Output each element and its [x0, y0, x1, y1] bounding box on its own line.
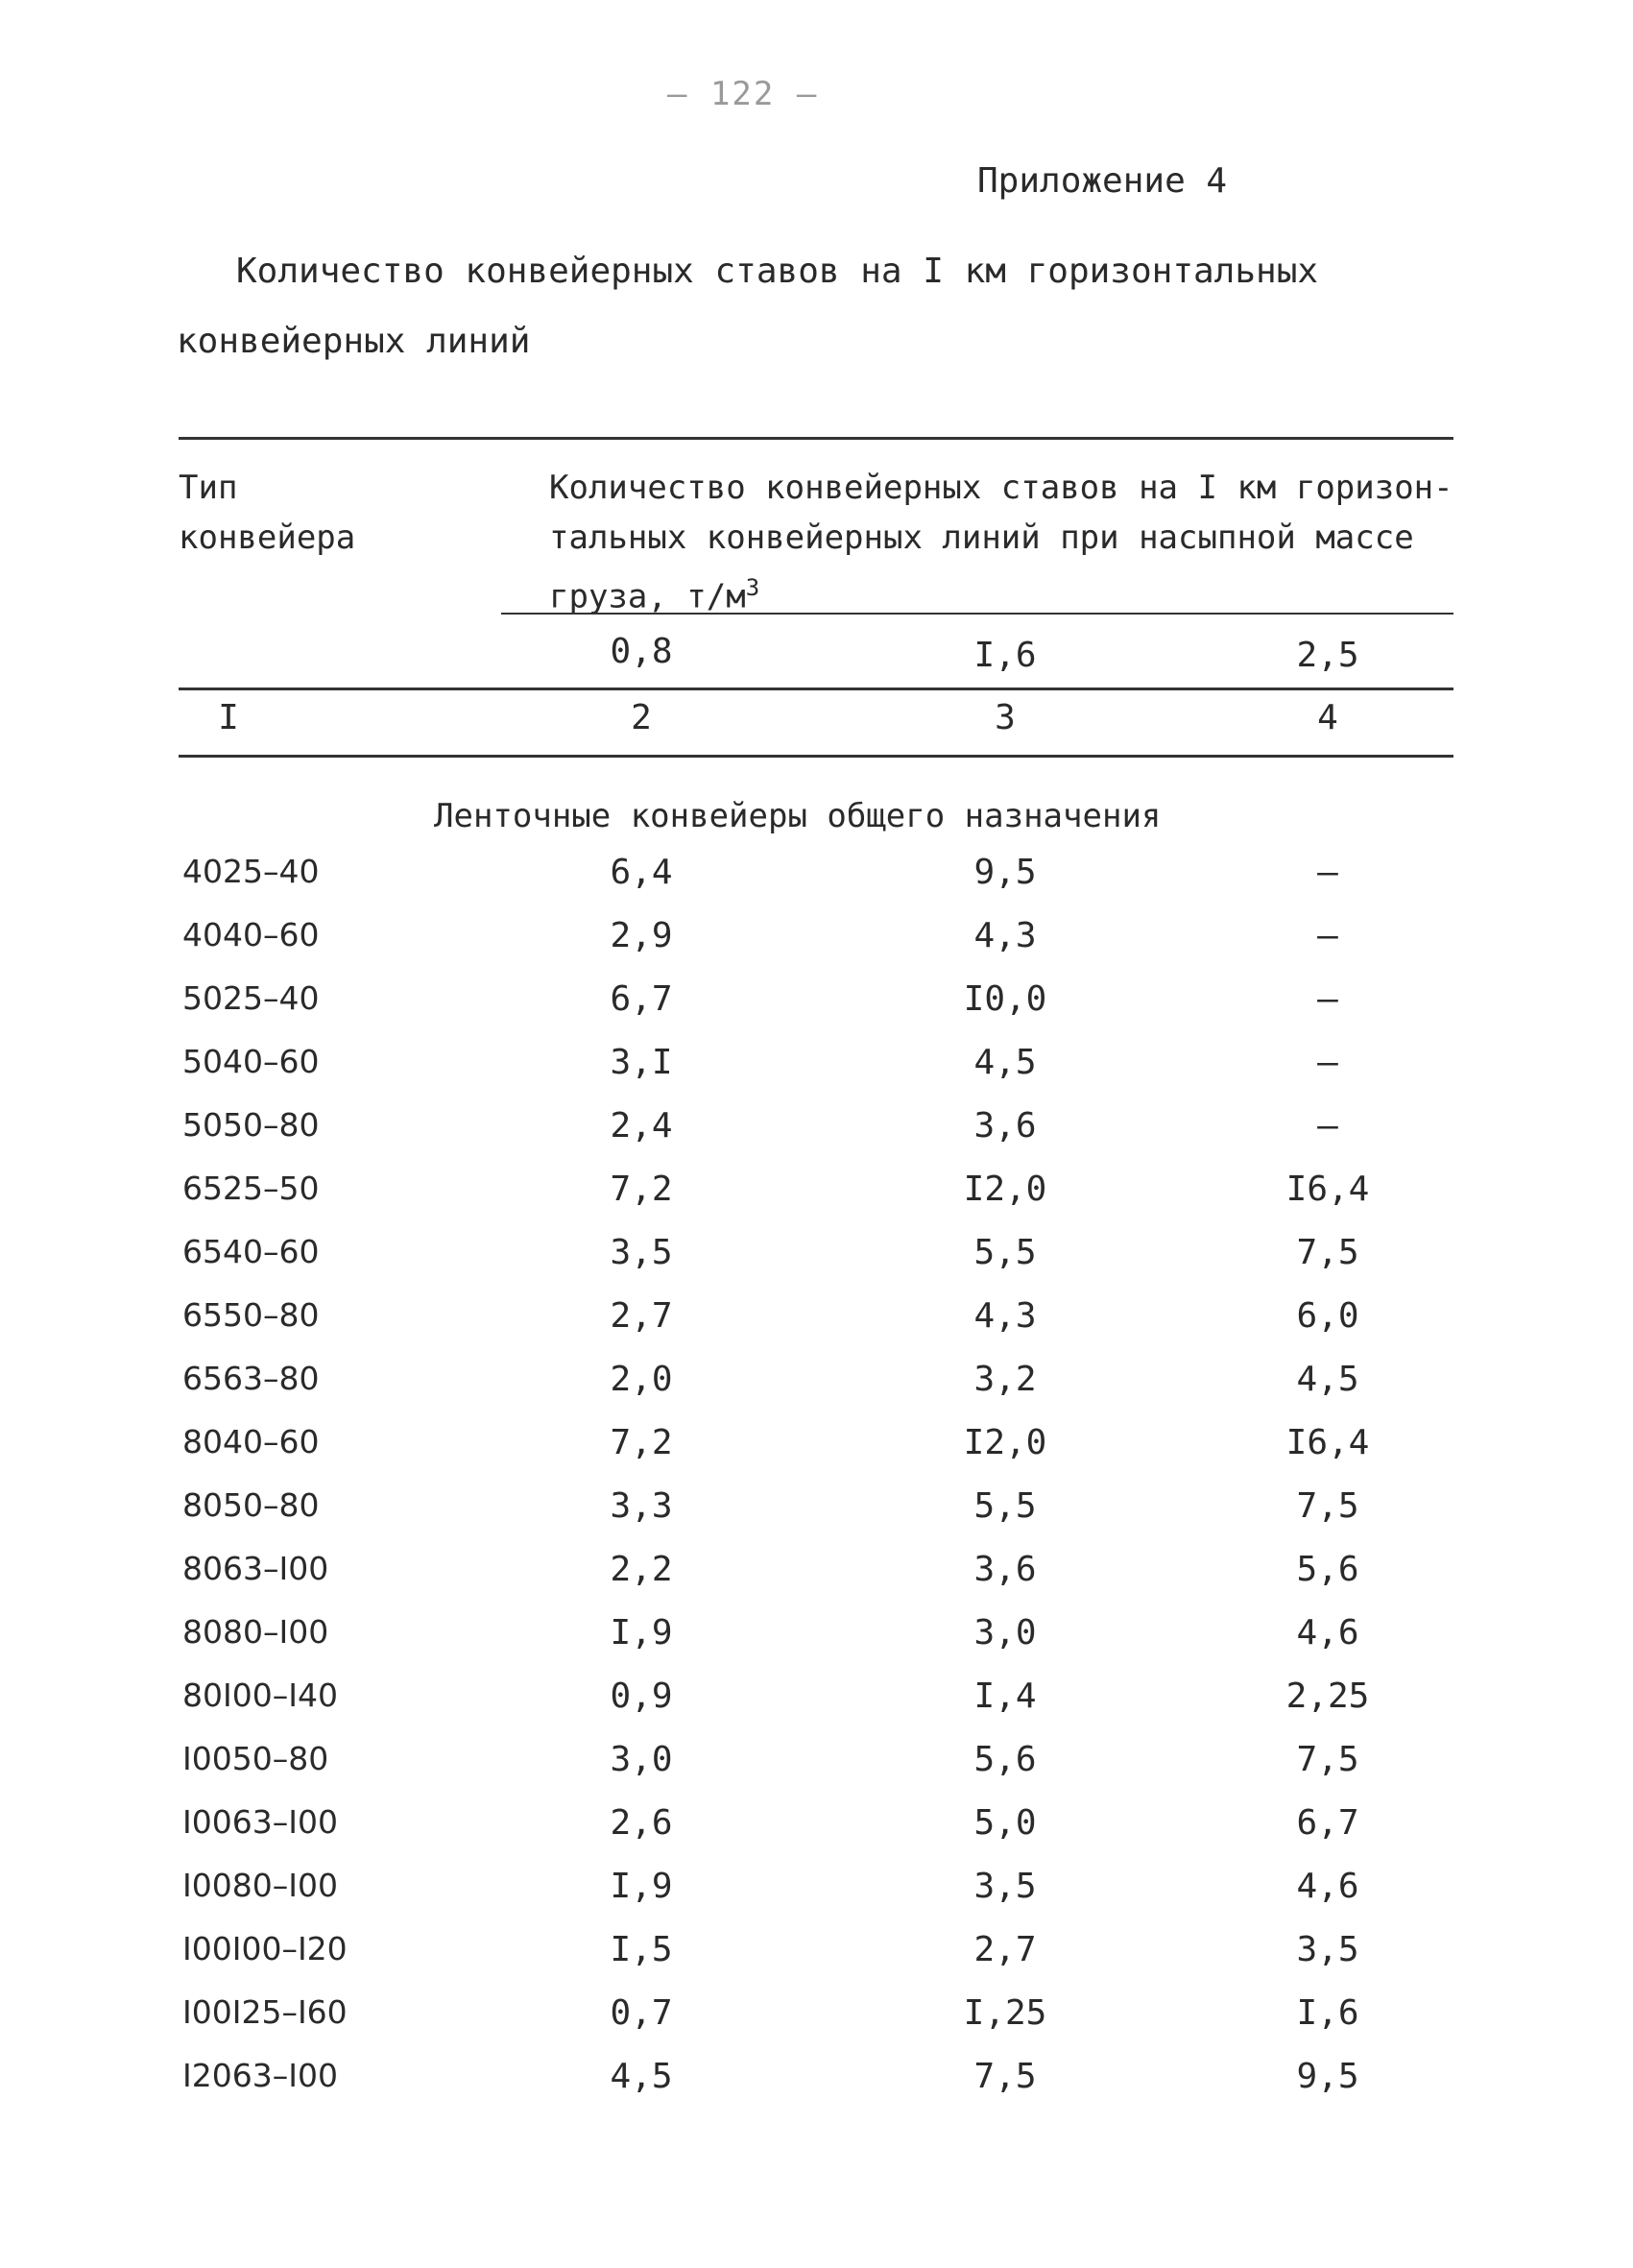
- value-2-5-cell: 5,6: [1296, 1550, 1359, 1589]
- document-title-line1: Количество конвейерных ставов на I км горизонтальных: [236, 252, 1319, 291]
- value-0-8-cell: 4,5: [610, 2057, 673, 2096]
- value-0-8-cell: 2,2: [610, 1550, 673, 1589]
- page-number: – 122 –: [667, 75, 819, 113]
- header-subrule: [501, 613, 1453, 615]
- value-1-6-cell: I,25: [963, 1993, 1047, 2033]
- table-top-rule: [179, 437, 1453, 440]
- header-bottom-rule: [179, 688, 1453, 690]
- conveyor-type-cell: 6563–80: [182, 1360, 320, 1397]
- value-2-5-cell: 3,5: [1296, 1930, 1359, 1969]
- value-2-5-cell: 7,5: [1296, 1486, 1359, 1526]
- value-2-5-cell: 6,7: [1296, 1803, 1359, 1843]
- value-1-6-cell: 3,5: [973, 1867, 1037, 1906]
- value-1-6-cell: 2,7: [973, 1930, 1037, 1969]
- value-1-6-cell: 3,6: [973, 1106, 1037, 1146]
- conveyor-type-cell: I00I00–I20: [182, 1930, 348, 1967]
- value-1-6-cell: 5,0: [973, 1803, 1037, 1843]
- conveyor-type-cell: 4040–60: [182, 916, 320, 953]
- value-2-5-cell: 7,5: [1296, 1233, 1359, 1272]
- value-1-6-cell: 9,5: [973, 853, 1037, 892]
- conveyor-type-cell: 5040–60: [182, 1043, 320, 1080]
- quantity-header-unit: груза, т/м: [549, 577, 746, 616]
- value-1-6-cell: I2,0: [963, 1423, 1047, 1462]
- conveyor-type-cell: 8063–I00: [182, 1550, 329, 1587]
- value-0-8-cell: I,5: [610, 1930, 673, 1969]
- value-2-5-cell: 4,5: [1296, 1360, 1359, 1399]
- conveyor-type-cell: 5025–40: [182, 979, 320, 1017]
- conveyor-type-cell: 8050–80: [182, 1486, 320, 1524]
- conveyor-type-cell: 6525–50: [182, 1170, 320, 1207]
- density-header-1: I,6: [973, 636, 1037, 675]
- conveyor-type-cell: 6550–80: [182, 1296, 320, 1334]
- conveyor-type-cell: I2063–I00: [182, 2057, 338, 2094]
- quantity-header-line2: тальных конвейерных линий при насыпной массе: [549, 519, 1414, 557]
- column-number-2: 2: [631, 698, 652, 737]
- value-2-5-cell: –: [1317, 853, 1338, 892]
- column-number-3: 3: [995, 698, 1016, 737]
- document-title-line2: конвейерных линий: [177, 322, 531, 361]
- value-0-8-cell: 2,6: [610, 1803, 673, 1843]
- value-2-5-cell: I6,4: [1285, 1170, 1370, 1209]
- value-1-6-cell: 3,6: [973, 1550, 1037, 1589]
- value-0-8-cell: 3,I: [610, 1043, 673, 1082]
- value-2-5-cell: 2,25: [1285, 1677, 1370, 1716]
- type-header-line1: Тип: [179, 469, 238, 507]
- value-0-8-cell: I,9: [610, 1613, 673, 1653]
- value-0-8-cell: 0,9: [610, 1677, 673, 1716]
- type-header-line2: конвейера: [179, 519, 356, 557]
- value-2-5-cell: I6,4: [1285, 1423, 1370, 1462]
- section-title: Ленточные конвейеры общего назначения: [434, 797, 1162, 835]
- value-1-6-cell: I2,0: [963, 1170, 1047, 1209]
- value-0-8-cell: 6,7: [610, 979, 673, 1019]
- column-number-4: 4: [1317, 698, 1338, 737]
- column-number-1: I: [218, 698, 239, 737]
- value-0-8-cell: 6,4: [610, 853, 673, 892]
- value-0-8-cell: 7,2: [610, 1423, 673, 1462]
- value-1-6-cell: 5,5: [973, 1233, 1037, 1272]
- value-1-6-cell: 4,3: [973, 916, 1037, 955]
- value-1-6-cell: 4,5: [973, 1043, 1037, 1082]
- value-2-5-cell: –: [1317, 1106, 1338, 1146]
- value-2-5-cell: 9,5: [1296, 2057, 1359, 2096]
- value-1-6-cell: 3,0: [973, 1613, 1037, 1653]
- value-0-8-cell: 2,7: [610, 1296, 673, 1336]
- value-2-5-cell: 4,6: [1296, 1613, 1359, 1653]
- value-0-8-cell: 2,9: [610, 916, 673, 955]
- value-2-5-cell: –: [1317, 1043, 1338, 1082]
- conveyor-type-cell: 80I00–I40: [182, 1677, 338, 1714]
- value-0-8-cell: 3,0: [610, 1740, 673, 1779]
- value-0-8-cell: 2,0: [610, 1360, 673, 1399]
- value-1-6-cell: I0,0: [963, 979, 1047, 1019]
- value-1-6-cell: 5,5: [973, 1486, 1037, 1526]
- value-0-8-cell: 3,3: [610, 1486, 673, 1526]
- conveyor-type-cell: 8080–I00: [182, 1613, 329, 1651]
- value-2-5-cell: I,6: [1296, 1993, 1359, 2033]
- value-1-6-cell: 4,3: [973, 1296, 1037, 1336]
- value-0-8-cell: 0,7: [610, 1993, 673, 2033]
- conveyor-type-cell: I0080–I00: [182, 1867, 338, 1904]
- conveyor-type-cell: 6540–60: [182, 1233, 320, 1270]
- value-2-5-cell: –: [1317, 979, 1338, 1019]
- conveyor-type-cell: I00I25–I60: [182, 1993, 348, 2031]
- value-2-5-cell: 6,0: [1296, 1296, 1359, 1336]
- quantity-column-header: [549, 463, 1453, 621]
- value-1-6-cell: 5,6: [973, 1740, 1037, 1779]
- appendix-label: Приложение 4: [977, 161, 1228, 201]
- value-2-5-cell: 7,5: [1296, 1740, 1359, 1779]
- conveyor-type-cell: 5050–80: [182, 1106, 320, 1144]
- value-0-8-cell: 7,2: [610, 1170, 673, 1209]
- density-header-0: 0,8: [610, 632, 673, 671]
- value-1-6-cell: I,4: [973, 1677, 1037, 1716]
- density-header-2: 2,5: [1296, 636, 1359, 675]
- conveyor-type-cell: I0050–80: [182, 1740, 329, 1777]
- conveyor-type-cell: 8040–60: [182, 1423, 320, 1460]
- type-column-header: [179, 463, 355, 563]
- value-0-8-cell: 3,5: [610, 1233, 673, 1272]
- value-1-6-cell: 3,2: [973, 1360, 1037, 1399]
- value-2-5-cell: –: [1317, 916, 1338, 955]
- conveyor-type-cell: I0063–I00: [182, 1803, 338, 1841]
- value-0-8-cell: I,9: [610, 1867, 673, 1906]
- numbering-bottom-rule: [179, 755, 1453, 758]
- value-2-5-cell: 4,6: [1296, 1867, 1359, 1906]
- quantity-header-line1: Количество конвейерных ставов на I км горизон-: [549, 469, 1453, 507]
- unit-superscript: 3: [745, 574, 760, 601]
- conveyor-type-cell: 4025–40: [182, 853, 320, 890]
- value-0-8-cell: 2,4: [610, 1106, 673, 1146]
- value-1-6-cell: 7,5: [973, 2057, 1037, 2096]
